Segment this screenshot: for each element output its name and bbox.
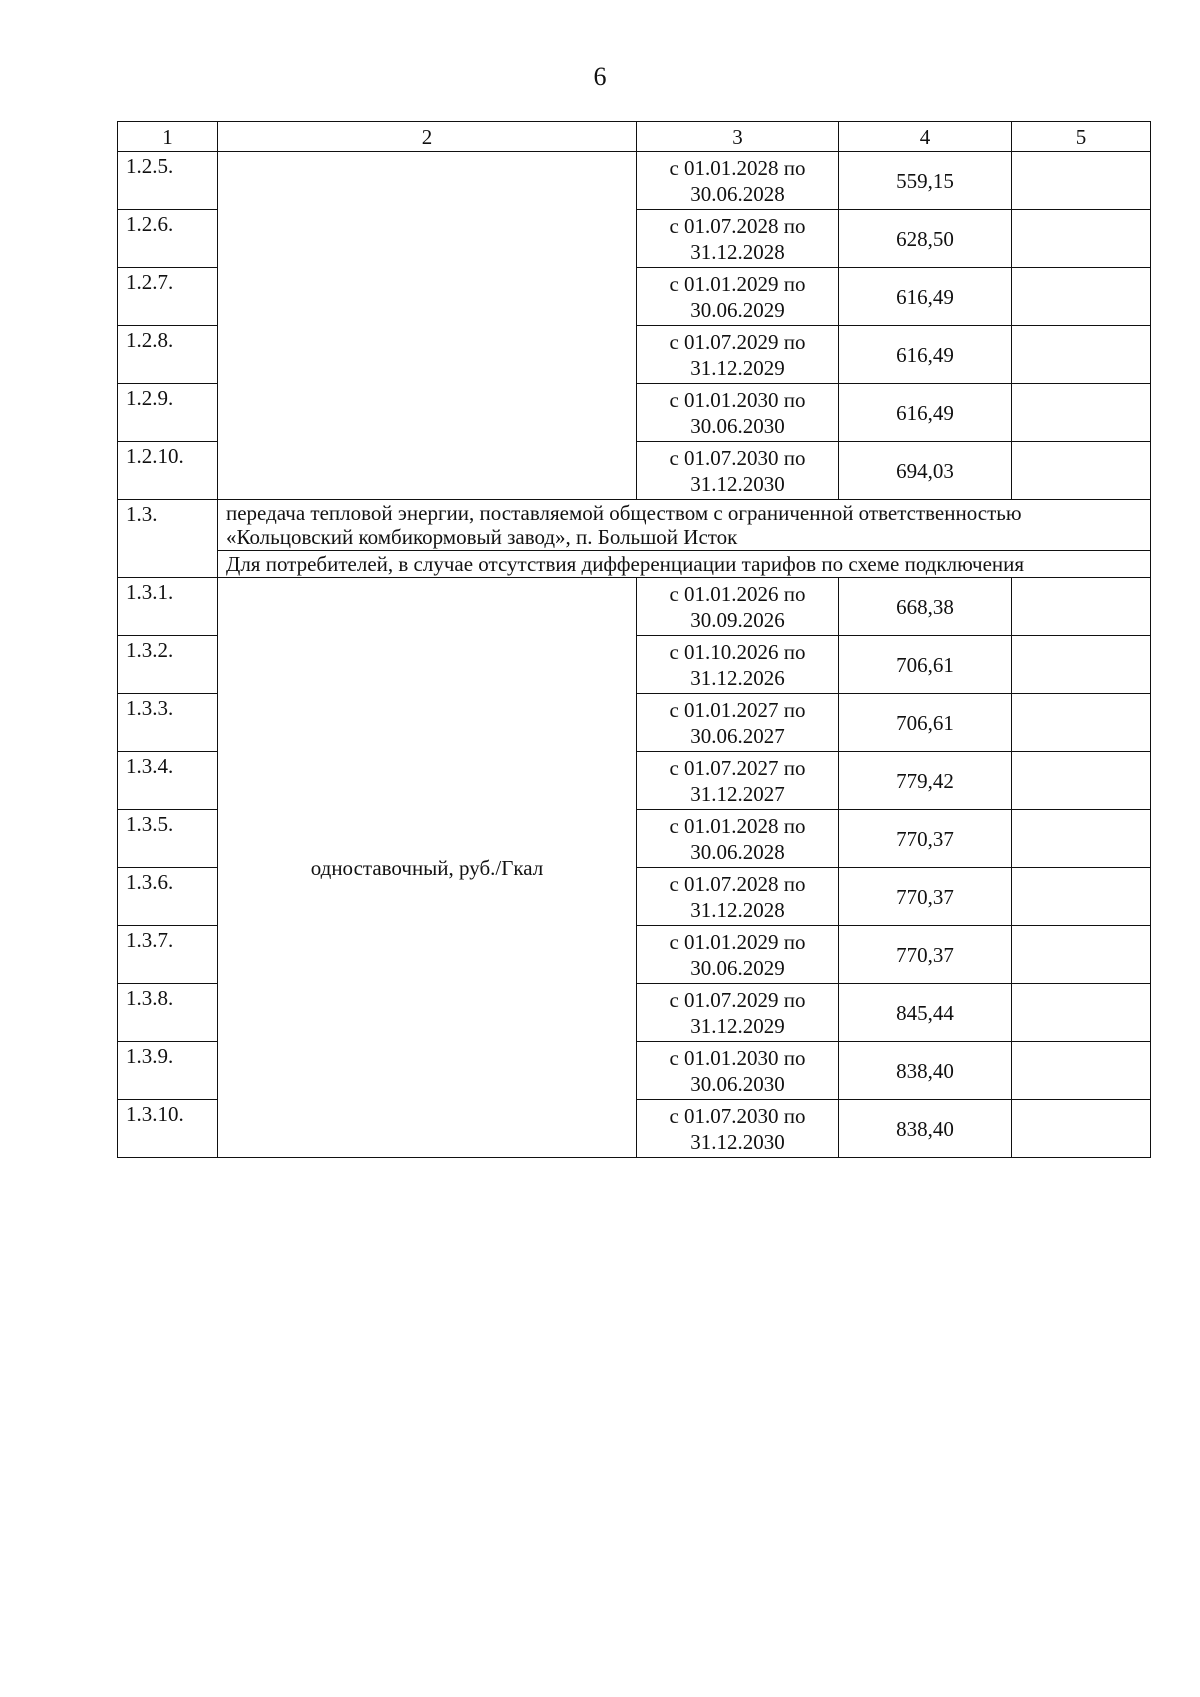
notes-cell xyxy=(1012,926,1151,984)
notes-cell xyxy=(1012,384,1151,442)
tariff-value: 616,49 xyxy=(839,384,1012,442)
section-number: 1.3. xyxy=(118,500,218,578)
notes-cell xyxy=(1012,752,1151,810)
period-cell: с 01.07.2027 по 31.12.2027 xyxy=(637,752,839,810)
page-number: 6 xyxy=(593,62,607,91)
section-subheader-row xyxy=(118,551,1151,578)
row-number: 1.3.5. xyxy=(118,810,218,868)
row-number: 1.3.2. xyxy=(118,636,218,694)
period-cell: с 01.01.2028 по 30.06.2028 xyxy=(637,152,839,210)
tariff-value: 838,40 xyxy=(839,1042,1012,1100)
row-number: 1.2.9. xyxy=(118,384,218,442)
notes-cell xyxy=(1012,984,1151,1042)
tariff-value: 668,38 xyxy=(839,578,1012,636)
period-cell: с 01.10.2026 по 31.12.2026 xyxy=(637,636,839,694)
notes-cell xyxy=(1012,636,1151,694)
period-cell: с 01.01.2029 по 30.06.2029 xyxy=(637,268,839,326)
notes-cell xyxy=(1012,1042,1151,1100)
row-number: 1.3.1. xyxy=(118,578,218,636)
row-number: 1.3.9. xyxy=(118,1042,218,1100)
tariff-table xyxy=(117,121,1151,1158)
row-number: 1.2.10. xyxy=(118,442,218,500)
period-cell: с 01.01.2026 по 30.09.2026 xyxy=(637,578,839,636)
period-cell: с 01.01.2030 по 30.06.2030 xyxy=(637,1042,839,1100)
notes-cell xyxy=(1012,210,1151,268)
header-cell-3: 3 xyxy=(637,122,839,152)
period-cell: с 01.01.2028 по 30.06.2028 xyxy=(637,810,839,868)
row-number: 1.3.7. xyxy=(118,926,218,984)
row-number: 1.3.4. xyxy=(118,752,218,810)
table-row xyxy=(118,578,1151,636)
tariff-value: 770,37 xyxy=(839,868,1012,926)
row-number: 1.2.5. xyxy=(118,152,218,210)
header-cell-2: 2 xyxy=(218,122,637,152)
row-number: 1.2.7. xyxy=(118,268,218,326)
period-cell: с 01.07.2028 по 31.12.2028 xyxy=(637,210,839,268)
tariff-value: 694,03 xyxy=(839,442,1012,500)
tariff-value: 706,61 xyxy=(839,636,1012,694)
notes-cell xyxy=(1012,810,1151,868)
tariff-value: 559,15 xyxy=(839,152,1012,210)
notes-cell xyxy=(1012,268,1151,326)
period-cell: с 01.07.2029 по 31.12.2029 xyxy=(637,326,839,384)
notes-cell xyxy=(1012,868,1151,926)
tariff-value: 770,37 xyxy=(839,926,1012,984)
row-number: 1.2.6. xyxy=(118,210,218,268)
header-cell-4: 4 xyxy=(839,122,1012,152)
header-cell-5: 5 xyxy=(1012,122,1151,152)
header-cell-1: 1 xyxy=(118,122,218,152)
tariff-value: 616,49 xyxy=(839,268,1012,326)
tariff-type-cell-empty xyxy=(218,152,637,500)
period-cell: с 01.07.2030 по 31.12.2030 xyxy=(637,1100,839,1158)
tariff-value: 838,40 xyxy=(839,1100,1012,1158)
row-number: 1.3.3. xyxy=(118,694,218,752)
tariff-value: 845,44 xyxy=(839,984,1012,1042)
tariff-type-cell: одноставочный, руб./Гкал xyxy=(218,578,637,1158)
tariff-value: 779,42 xyxy=(839,752,1012,810)
period-cell: с 01.07.2029 по 31.12.2029 xyxy=(637,984,839,1042)
notes-cell xyxy=(1012,442,1151,500)
section-subtitle: Для потребителей, в случае отсутствия дифференциации тарифов по схеме подключения xyxy=(218,551,1151,578)
period-cell: с 01.07.2030 по 31.12.2030 xyxy=(637,442,839,500)
period-cell: с 01.01.2030 по 30.06.2030 xyxy=(637,384,839,442)
notes-cell xyxy=(1012,152,1151,210)
notes-cell xyxy=(1012,694,1151,752)
tariff-value: 616,49 xyxy=(839,326,1012,384)
period-cell: с 01.07.2028 по 31.12.2028 xyxy=(637,868,839,926)
notes-cell xyxy=(1012,578,1151,636)
tariff-value: 628,50 xyxy=(839,210,1012,268)
table-header-row xyxy=(118,122,1151,152)
section-title: передача тепловой энергии, поставляемой обществом с ограниченной ответственностью «Кольцовский комбикормовый завод», п. Большой Исток xyxy=(218,500,1151,551)
row-number: 1.2.8. xyxy=(118,326,218,384)
section-header-row xyxy=(118,500,1151,551)
tariff-value: 706,61 xyxy=(839,694,1012,752)
notes-cell xyxy=(1012,1100,1151,1158)
row-number: 1.3.8. xyxy=(118,984,218,1042)
row-number: 1.3.10. xyxy=(118,1100,218,1158)
period-cell: с 01.01.2029 по 30.06.2029 xyxy=(637,926,839,984)
row-number: 1.3.6. xyxy=(118,868,218,926)
notes-cell xyxy=(1012,326,1151,384)
table-row xyxy=(118,152,1151,210)
tariff-value: 770,37 xyxy=(839,810,1012,868)
period-cell: с 01.01.2027 по 30.06.2027 xyxy=(637,694,839,752)
